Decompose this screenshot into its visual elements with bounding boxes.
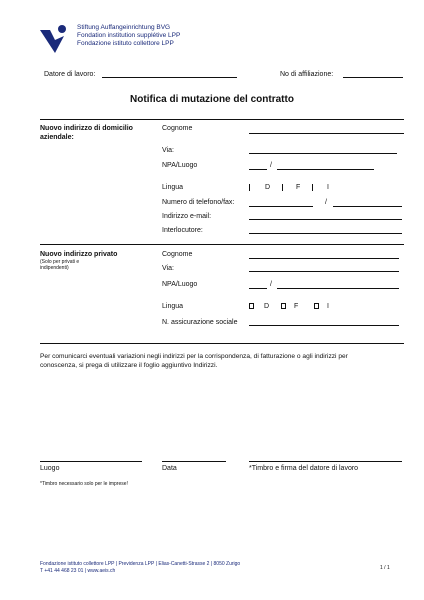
affiliation-label: No di affiliazione:	[280, 71, 334, 78]
business-contact-field[interactable]	[249, 233, 402, 234]
business-language-label: Lingua	[162, 184, 184, 191]
business-lang-d[interactable]: D	[265, 184, 271, 191]
business-surname-label: Cognome	[162, 125, 193, 132]
business-lang-bar-1	[249, 184, 250, 191]
logo	[38, 24, 72, 54]
private-zip-slash: /	[270, 281, 272, 288]
logo-line-3: Fondazione istituto collettore LPP	[77, 40, 174, 47]
section-divider-middle	[40, 244, 404, 245]
private-street-field[interactable]	[249, 271, 399, 272]
logo-mark-icon	[38, 24, 72, 54]
business-zip-field[interactable]	[249, 169, 267, 170]
business-phone-slash: /	[325, 199, 327, 206]
private-street-label: Via:	[162, 265, 174, 272]
date-label: Data	[162, 465, 177, 472]
private-zip-field[interactable]	[249, 288, 267, 289]
business-fax-field[interactable]	[333, 206, 402, 207]
affiliation-field[interactable]	[343, 77, 403, 78]
business-surname-field[interactable]	[249, 133, 404, 134]
private-surname-label: Cognome	[162, 251, 193, 258]
business-street-label: Via:	[162, 147, 174, 154]
business-email-field[interactable]	[249, 219, 402, 220]
logo-line-1: Stiftung Auffangeinrichtung BVG	[77, 24, 171, 31]
business-contact-label: Interlocutore:	[162, 227, 203, 234]
employer-label: Datore di lavoro:	[44, 71, 96, 78]
business-email-label: Indirizzo e-mail:	[162, 213, 212, 220]
business-phone-field[interactable]	[249, 206, 313, 207]
private-lang-d-checkbox[interactable]	[249, 303, 254, 309]
footer-contact: T +41 44 468 23 01 | www.aeis.ch	[40, 568, 116, 574]
stamp-label: *Timbro e firma del datore di lavoro	[249, 465, 359, 472]
private-language-label: Lingua	[162, 303, 184, 310]
info-text: Per comunicarci eventuali variazioni negli indirizzi per la corrispondenza, di fatturazione o agli indirizzi per conoscenza, si prega di utilizzare il foglio aggiuntivo Indirizzi.	[40, 353, 348, 369]
private-social-security-field[interactable]	[249, 325, 399, 326]
page-title: Notifica di mutazione del contratto	[130, 94, 294, 105]
place-label: Luogo	[40, 465, 60, 472]
private-social-security-label: N. assicurazione sociale	[162, 319, 238, 326]
private-note	[40, 259, 92, 271]
private-surname-field[interactable]	[249, 258, 399, 259]
page-number: 1 / 1	[380, 565, 390, 571]
business-city-field[interactable]	[277, 169, 374, 170]
private-lang-i-checkbox[interactable]	[314, 303, 319, 309]
business-zip-city-label: NPA/Luogo	[162, 162, 198, 169]
business-street-field[interactable]	[249, 153, 397, 154]
stamp-field[interactable]	[249, 461, 402, 462]
private-city-field[interactable]	[277, 288, 399, 289]
business-heading	[40, 124, 140, 142]
business-heading-text: Nuovo indirizzo di domicilio aziendale:	[40, 125, 133, 141]
private-zip-city-label: NPA/Luogo	[162, 281, 198, 288]
business-zip-slash: /	[270, 162, 272, 169]
private-lang-f-checkbox[interactable]	[281, 303, 286, 309]
business-lang-f[interactable]: F	[296, 184, 301, 191]
private-lang-d: D	[264, 303, 270, 310]
business-phone-label: Numero di telefono/fax:	[162, 199, 235, 206]
logo-line-2: Fondation institution supplétive LPP	[77, 32, 181, 39]
private-lang-f: F	[294, 303, 299, 310]
private-lang-i: I	[327, 303, 329, 310]
stamp-footnote: *Timbro necessario solo per le imprese!	[40, 481, 128, 487]
section-divider-bottom	[40, 343, 404, 344]
private-note-text: (Solo per privati e indipendenti)	[40, 259, 80, 271]
date-field[interactable]	[162, 461, 226, 462]
business-lang-bar-2	[282, 184, 283, 191]
footer-address: Fondazione istituto collettore LPP | Previdenza LPP | Elias-Canetti-Strasse 2 | 8050 Zurigo	[40, 561, 241, 567]
private-heading: Nuovo indirizzo privato	[40, 251, 118, 258]
place-field[interactable]	[40, 461, 142, 462]
employer-field[interactable]	[102, 77, 237, 78]
section-divider-top	[40, 119, 404, 120]
business-lang-i[interactable]: I	[327, 184, 329, 191]
business-lang-bar-3	[312, 184, 313, 191]
